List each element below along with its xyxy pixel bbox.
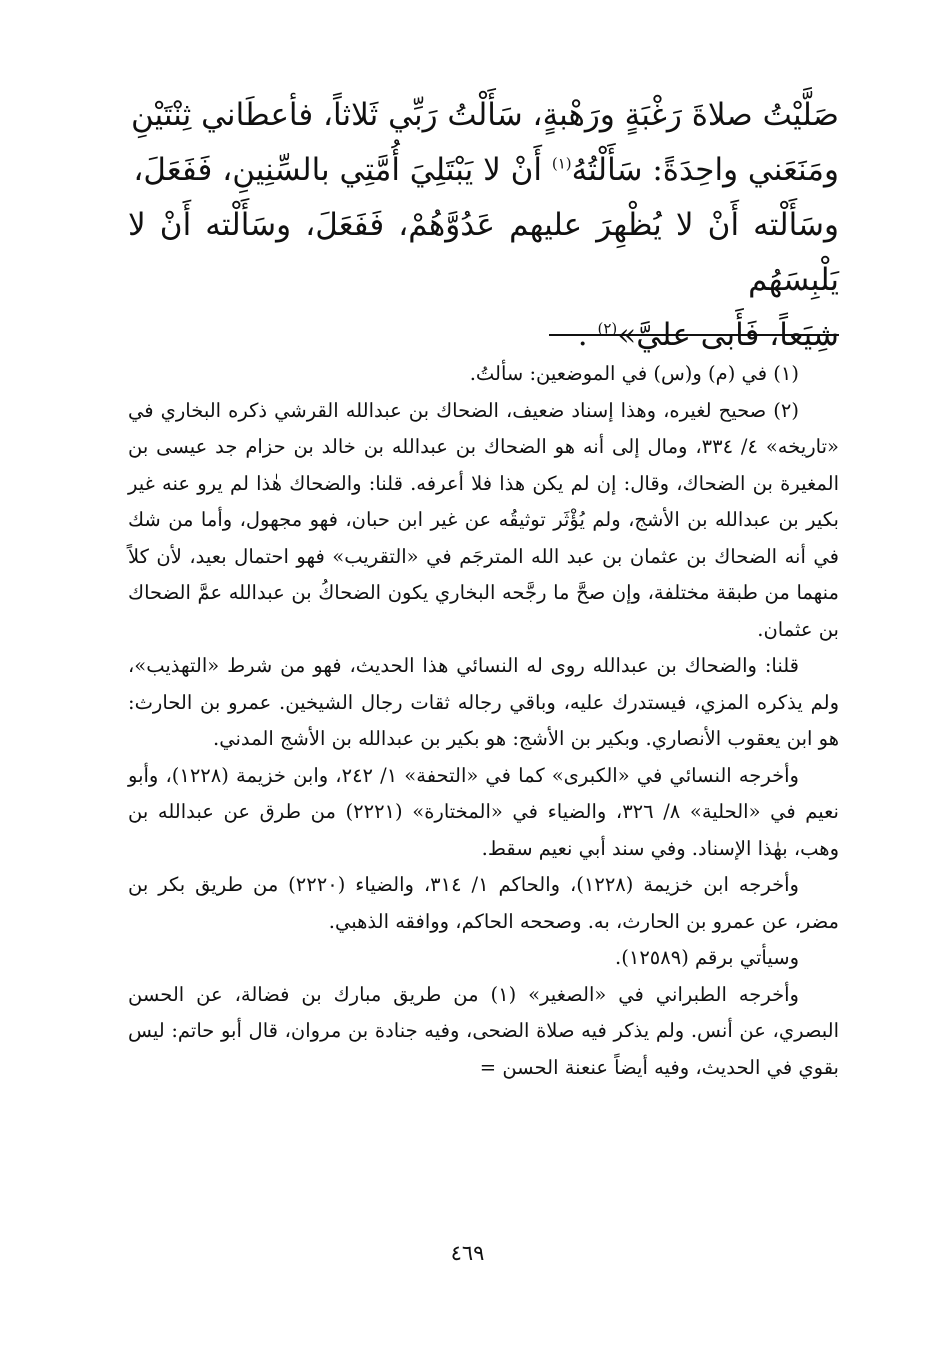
hadith-line xyxy=(128,143,839,198)
footnote-marker: (١) xyxy=(551,154,572,173)
hadith-line-text: صَلَّيْتُ صلاةَ رَغْبَةٍ ورَهْبةٍ، سَأَلْتُ رَبِّي ثَلاثاً، فأعطَاني ثِنْتَيْنِ xyxy=(130,97,839,133)
hadith-line xyxy=(128,88,839,143)
hadith-line-text: أَنْ لا يَبْتَلِيَ أُمَّتِي بالسِّنِينِ، فَفَعَلَ، xyxy=(133,152,552,188)
footnotes-section xyxy=(128,356,839,1086)
hadith-line-text: شِيَعاً، فَأَبى عليَّ» xyxy=(617,317,839,353)
hadith-line-text: . xyxy=(577,317,598,353)
hadith-line-text: وسَأَلْته أَنْ لا يُظْهِرَ عليهم عَدُوَّهُمْ، فَفَعَلَ، وسَأَلْته أَنْ لا يَلْبِسَهُم xyxy=(128,207,839,298)
footnote-paragraph: وأخرجه النسائي في «الكبرى» كما في «التحفة» ١/ ٢٤٢، وابن خزيمة (١٢٢٨)، وأبو نعيم في «الحلية» ٨/ ٣٢٦، والضياء في «المختارة» (٢٢٢١) من طرق عن عبدالله بن وهب، بهٰذا الإسناد. وفي سند أبي نعيم سقط. xyxy=(128,763,839,860)
footnote-paragraph: قلنا: والضحاك بن عبدالله روى له النسائي هذا الحديث، فهو من شرط «التهذيب»، ولم يذكره المزي، فيستدرك عليه، وباقي رجاله ثقات رجال الشيخين. عمرو بن الحارث: هو ابن يعقوب الأنصاري. وبكير بن الأشج: هو بكير بن عبدالله بن الأشج المدني. xyxy=(128,654,839,750)
footnote-paragraph: وأخرجه الطبراني في «الصغير» (١) من طريق مبارك بن فضالة، عن الحسن البصري، عن أنس. ولم يذكر فيه صلاة الضحى، وفيه جنادة بن مروان، قال أبو حاتم: ليس بقوي في الحديث، وفيه أيضاً عنعنة الحسن = xyxy=(128,982,839,1079)
hadith-line-text: ومَنَعَني واحِدَةً: سَأَلْتُهُ xyxy=(571,152,839,188)
footnote-paragraph: وأخرجه ابن خزيمة (١٢٢٨)، والحاكم ١/ ٣١٤، والضياء (٢٢٢٠) من طريق بكر بن مضر، عن عمرو بن الحارث، به. وصححه الحاكم، ووافقه الذهبي. xyxy=(128,873,839,933)
hadith-text xyxy=(128,88,839,363)
page-number: ٤٦٩ xyxy=(450,1241,485,1265)
footnote-1: (١) في (م) و(س) في الموضعين: سألتُ. xyxy=(469,362,799,385)
hadith-line xyxy=(128,198,839,308)
footnote-separator xyxy=(549,334,839,336)
footnote-paragraph: وسيأتي برقم (١٢٥٨٩). xyxy=(615,946,799,969)
footnote-marker: (٢) xyxy=(597,319,618,338)
footnote-2: (٢) صحيح لغيره، وهذا إسناد ضعيف، الضحاك بن عبدالله القرشي ذكره البخاري في «تاريخه» ٤/ ٣٣٤، ومال إلى أنه هو الضحاك بن عبدالله بن خالد بن حزام جد عيسى بن المغيرة بن الضحاك، وقال: إن لم يكن هذا فلا أعرفه. قلنا: والضحاك هٰذا لم يرو عنه غير بكير بن عبدالله بن الأشج، ولم يُؤْثَر توثيقُه عن غير ابن حبان، فهو مجهول، وأما من شك في أنه الضحاك بن عثمان بن عبد الله المترجَم في «التقريب» فهو احتمال بعيد، لأن كلاً منهما من طبقة مختلفة، وإن صحَّ ما رجَّحه البخاري يكون الضحاكُ بن عبدالله عمَّ الضحاك بن عثمان. xyxy=(128,398,839,641)
